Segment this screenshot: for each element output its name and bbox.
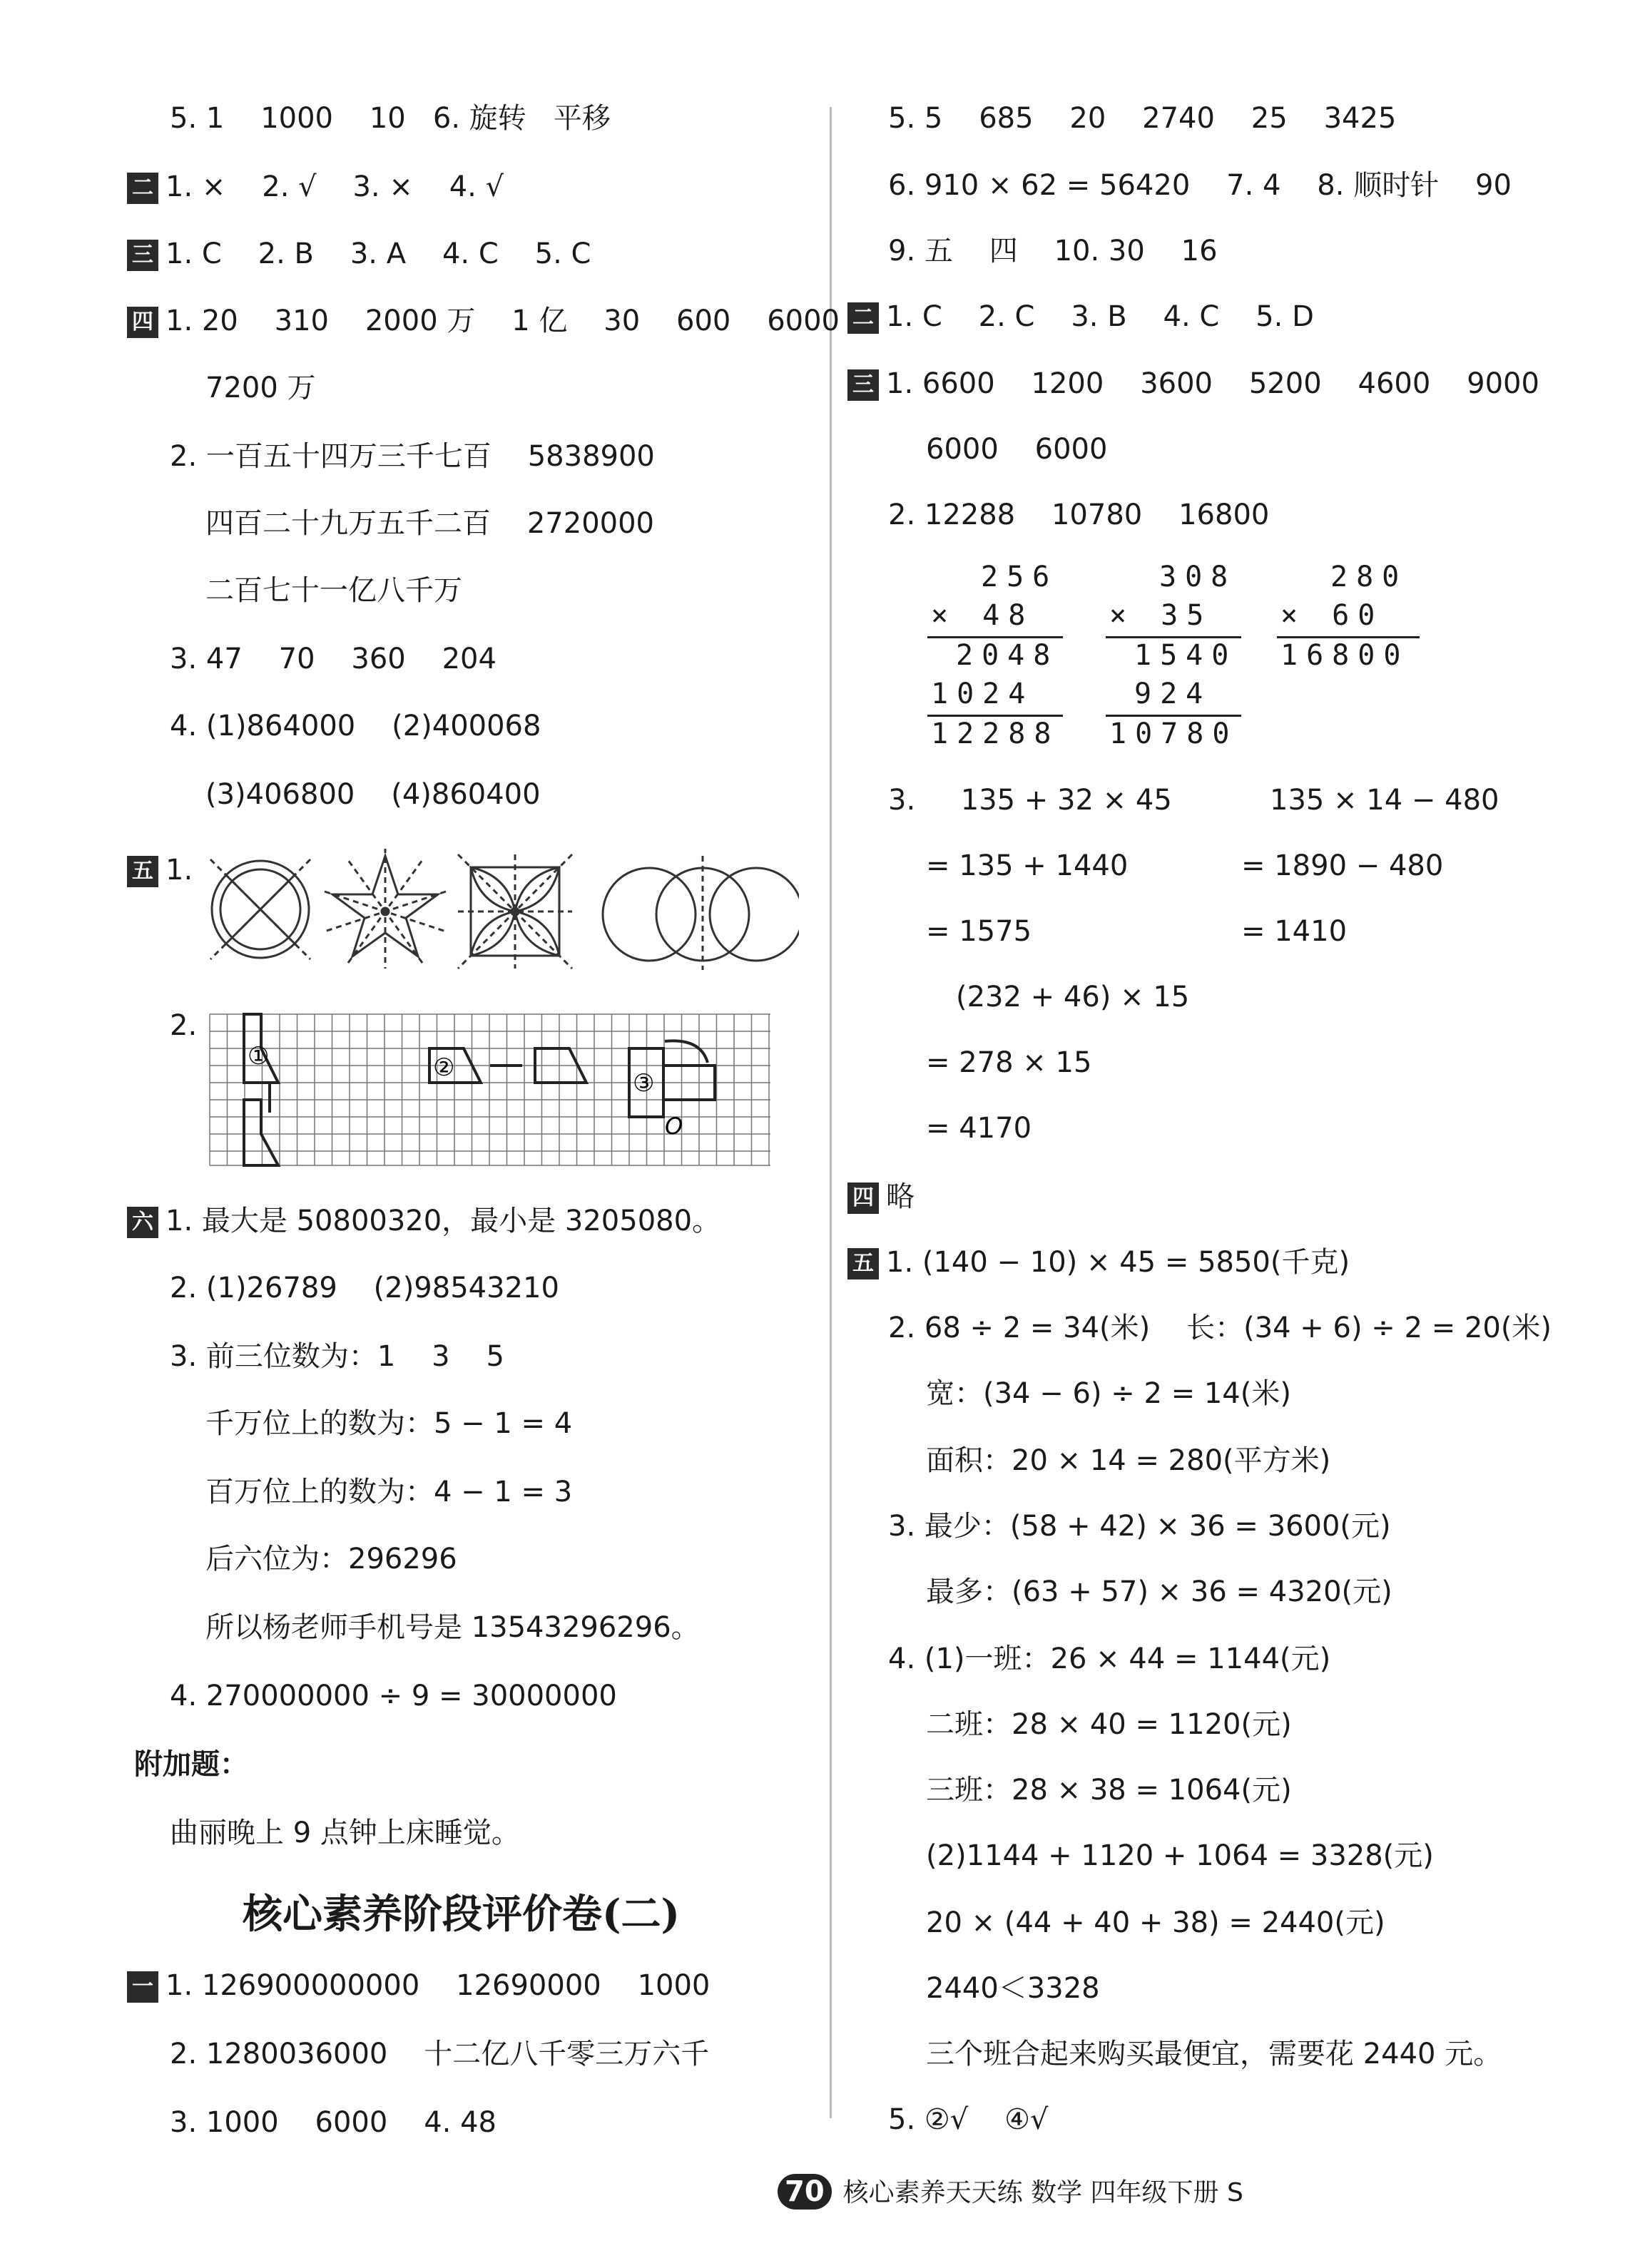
vm2-top: 308 (1159, 561, 1237, 593)
answer-line: = 135 + 1440 (926, 849, 1129, 882)
answer-line: 最多：(63 + 57) × 36 = 4320(元) (926, 1575, 1392, 1608)
rings-figure (603, 856, 799, 970)
answer-line: 千万位上的数为：5 − 1 = 4 (205, 1407, 573, 1440)
answer-line: 1. 126900000000 12690000 1000 (165, 1969, 711, 2002)
answer-line: 宽：(34 − 6) ÷ 2 = 14(米) (926, 1377, 1291, 1410)
flower-square-figure (458, 854, 572, 969)
vm1-result: 12288 (931, 717, 1060, 750)
answer-line: (2)1144 + 1120 + 1064 = 3328(元) (926, 1839, 1434, 1872)
answer-line: = 4170 (926, 1112, 1032, 1145)
answer-line: 2. 一百五十四万三千七百 5838900 (170, 440, 655, 473)
book-title: 核心素养天天练 数学 四年级下册 S (842, 2178, 1243, 2207)
left-p1 (127, 1967, 710, 2004)
column-divider (830, 107, 832, 2118)
answer-line: 1. 6600 1200 3600 5200 4600 9000 (886, 367, 1539, 400)
answer-line: = 1890 − 480 (1241, 849, 1444, 882)
left-sec3 (127, 235, 591, 272)
translation-grid (208, 1013, 772, 1167)
answer-line: 2. 68 ÷ 2 = 34(米) 长：(34 + 6) ÷ 2 = 20(米) (888, 1312, 1552, 1344)
section-badge: 六 (127, 1207, 158, 1238)
section-badge: 四 (847, 1182, 879, 1214)
answer-line: 曲丽晚上 9 点钟上床睡觉。 (170, 1817, 520, 1849)
page-number: 70 (778, 2174, 832, 2210)
answer-line: 4. (1)一班：26 × 44 = 1144(元) (888, 1643, 1331, 1675)
answer-line: 2440＜3328 (926, 1972, 1100, 2005)
star-figure (325, 849, 446, 969)
answer-line: 1. (140 − 10) × 45 = 5850(千克) (886, 1246, 1350, 1279)
right-sec5 (847, 1244, 1350, 1281)
shape-label-2: ② (433, 1053, 455, 1082)
shape-label-3: ③ (633, 1069, 655, 1098)
answer-line: = 1575 (926, 915, 1032, 948)
answer-line: = 278 × 15 (926, 1046, 1092, 1079)
symmetry-figures (207, 849, 799, 970)
shape-label-1: ① (248, 1042, 270, 1071)
answer-line: 1. (165, 854, 193, 887)
right-sec2 (847, 298, 1314, 335)
answer-line: 后六位为：296296 (205, 1543, 457, 1575)
vm1-p2: 1024 (931, 678, 1034, 710)
answer-line: 1. 最大是 50800320，最小是 3205080。 (165, 1205, 721, 1237)
extra-title: 附加题： (134, 1748, 248, 1781)
answer-line: 3. 1000 6000 4. 48 (170, 2106, 496, 2139)
section-badge: 二 (127, 173, 158, 204)
answer-line: 4. 270000000 ÷ 9 = 30000000 (170, 1680, 617, 1712)
answer-line: 5. ②√ ④√ (888, 2103, 1049, 2136)
answer-line: 二百七十一亿八千万 (205, 574, 462, 607)
section-badge: 一 (127, 1971, 158, 2003)
page-footer (778, 2174, 1243, 2211)
answer-line: 面积：20 × 14 = 280(平方米) (926, 1444, 1331, 1477)
vm2-result: 10780 (1109, 717, 1238, 750)
answer-line: 2. (1)26789 (2)98543210 (170, 1272, 559, 1304)
answer-line: 7200 万 (205, 372, 316, 404)
vm1-top: 256 (981, 561, 1059, 593)
answer-line: 1. 20 310 2000 万 1 亿 30 600 6000 (165, 305, 840, 337)
answer-line: 二班：28 × 40 = 1120(元) (926, 1708, 1292, 1741)
vm1-mult: × 48 (931, 599, 1034, 632)
answer-line: (232 + 46) × 15 (956, 981, 1190, 1013)
answer-line: 1. × 2. √ 3. × 4. √ (165, 170, 504, 203)
vm2-p1: 1540 (1134, 639, 1238, 672)
answer-line: 5. 5 685 20 2740 25 3425 (888, 102, 1397, 135)
answer-line: 3. 前三位数为：1 3 5 (170, 1340, 504, 1373)
answer-line: 百万位上的数为：4 − 1 = 3 (205, 1476, 573, 1508)
vm1-p1: 2048 (956, 639, 1059, 672)
left-line-1: 5. 1 1000 10 6. 旋转 平移 (170, 102, 611, 135)
section-badge: 五 (127, 856, 158, 887)
section-badge: 二 (847, 302, 879, 334)
answer-line: 1. C 2. C 3. B 4. C 5. D (886, 300, 1314, 333)
left-sec5 (127, 852, 193, 889)
vm3-top: 280 (1330, 561, 1408, 593)
answer-line: 6. 910 × 62 = 56420 7. 4 8. 顺时针 90 (888, 169, 1512, 202)
answer-line: 四百二十九万五千二百 2720000 (205, 507, 655, 540)
left-sec6 (127, 1202, 720, 1240)
section-badge: 三 (127, 240, 158, 271)
answer-line: 6000 6000 (926, 433, 1108, 466)
answer-line: 三班：28 × 38 = 1064(元) (926, 1774, 1292, 1807)
answer-line: (3)406800 (4)860400 (205, 778, 541, 811)
answer-line: 3. 135 + 32 × 45 (888, 784, 1172, 817)
answer-line: 2. 1280036000 十二亿八千零三万六千 (170, 2038, 710, 2070)
right-sec4 (847, 1178, 915, 1215)
answer-line: 9. 五 四 10. 30 16 (888, 235, 1218, 267)
circle-figure (210, 859, 310, 959)
vm2-p2: 924 (1134, 678, 1212, 710)
answer-line: 略 (886, 1180, 915, 1213)
answer-line: 3. 47 70 360 204 (170, 643, 496, 675)
section-badge: 四 (127, 307, 158, 338)
right-sec3 (847, 365, 1539, 402)
answer-line: 3. 最少：(58 + 42) × 36 = 3600(元) (888, 1510, 1391, 1543)
answer-line: 所以杨老师手机号是 13543296296。 (205, 1611, 700, 1644)
answer-line: 135 × 14 − 480 (1270, 784, 1499, 817)
answer-line: 1. C 2. B 3. A 4. C 5. C (165, 237, 591, 270)
rotation-center-label: O (665, 1113, 683, 1140)
section-badge: 五 (847, 1248, 879, 1279)
answer-line: 2. 12288 10780 16800 (888, 499, 1270, 531)
left-sec4 (127, 302, 840, 339)
vm3-mult: × 60 (1280, 599, 1384, 632)
answer-line: = 1410 (1241, 915, 1348, 948)
answer-line: 4. (1)864000 (2)400068 (170, 710, 541, 742)
answer-line: 2. (170, 1009, 198, 1042)
left-sec2 (127, 168, 504, 205)
answer-line: 三个班合起来购买最便宜，需要花 2440 元。 (926, 2038, 1502, 2070)
vm3-result: 16800 (1280, 639, 1410, 672)
section-title: 核心素养阶段评价卷(二) (243, 1891, 680, 1938)
answer-line: 20 × (44 + 40 + 38) = 2440(元) (926, 1906, 1385, 1939)
vm2-mult: × 35 (1109, 599, 1213, 632)
section-badge: 三 (847, 369, 879, 401)
